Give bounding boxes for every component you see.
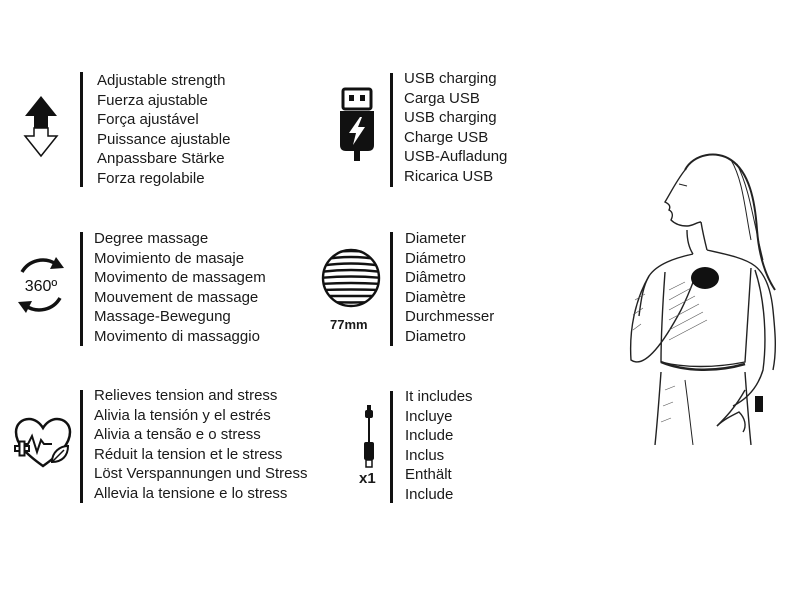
usb-line-1: USB charging <box>404 70 497 87</box>
up-down-arrows-icon <box>22 94 60 158</box>
usb-cable-icon <box>360 404 378 468</box>
stress-line-5: Löst Verspannungen und Stress <box>94 465 308 483</box>
degree-line-2: Movimiento de masaje <box>94 249 245 267</box>
strength-line-2: Fuerza ajustable <box>97 91 208 109</box>
divider-bar <box>80 72 83 187</box>
stress-line-1: Relieves tension and stress <box>94 387 278 404</box>
rotate-360-icon <box>12 254 70 316</box>
includes-line-5: Enthält <box>405 466 452 484</box>
includes-line-3: Include <box>405 427 454 445</box>
diameter-size-label: 77mm <box>330 317 368 332</box>
diameter-line-3: Diâmetro <box>405 269 466 287</box>
stress-line-6: Allevia la tensione e lo stress <box>94 484 288 502</box>
degree-line-5: Massage-Bewegung <box>94 308 231 326</box>
strength-line-5: Anpassbare Stärke <box>97 150 225 168</box>
includes-line-6: Include <box>405 485 454 503</box>
heart-health-icon <box>12 416 74 470</box>
includes-line-1: It includes <box>405 388 473 405</box>
usb-line-5: USB-Aufladung <box>404 148 508 166</box>
degree-line-6: Movimento di massaggio <box>94 327 260 345</box>
divider-bar <box>390 391 393 503</box>
divider-bar <box>80 232 83 346</box>
strength-line-1: Adjustable strength <box>97 72 226 89</box>
divider-bar <box>390 73 393 187</box>
diameter-line-1: Diameter <box>405 230 466 247</box>
usb-charging-icon <box>338 87 376 163</box>
woman-with-massager-illustration <box>605 150 800 445</box>
diameter-line-5: Durchmesser <box>405 308 495 326</box>
divider-bar <box>390 232 393 346</box>
stress-line-2: Alivia la tensión y el estrés <box>94 406 271 424</box>
diameter-line-4: Diamètre <box>405 288 466 306</box>
degree-line-1: Degree massage <box>94 230 209 247</box>
usb-line-4: Charge USB <box>404 128 489 146</box>
includes-line-2: Incluye <box>405 407 453 425</box>
strength-line-3: Força ajustável <box>97 111 199 129</box>
massager-device <box>691 267 719 289</box>
striped-sphere-icon <box>320 248 382 308</box>
degree-line-4: Mouvement de massage <box>94 288 259 306</box>
stress-line-3: Alivia a tensão e o stress <box>94 426 261 444</box>
usb-line-3: USB charging <box>404 109 497 127</box>
includes-line-4: Inclus <box>405 446 445 464</box>
diameter-line-2: Diámetro <box>405 249 466 267</box>
degree-line-3: Movimento de massagem <box>94 269 266 287</box>
stress-line-4: Réduit la tension et le stress <box>94 445 283 463</box>
diameter-line-6: Diametro <box>405 327 466 345</box>
strength-line-6: Forza regolabile <box>97 169 205 187</box>
strength-line-4: Puissance ajustable <box>97 130 231 148</box>
divider-bar <box>80 390 83 503</box>
rotate-360-label: 360º <box>24 278 58 295</box>
usb-line-6: Ricarica USB <box>404 167 494 185</box>
usb-line-2: Carga USB <box>404 89 480 107</box>
cable-quantity-label: x1 <box>359 470 376 487</box>
